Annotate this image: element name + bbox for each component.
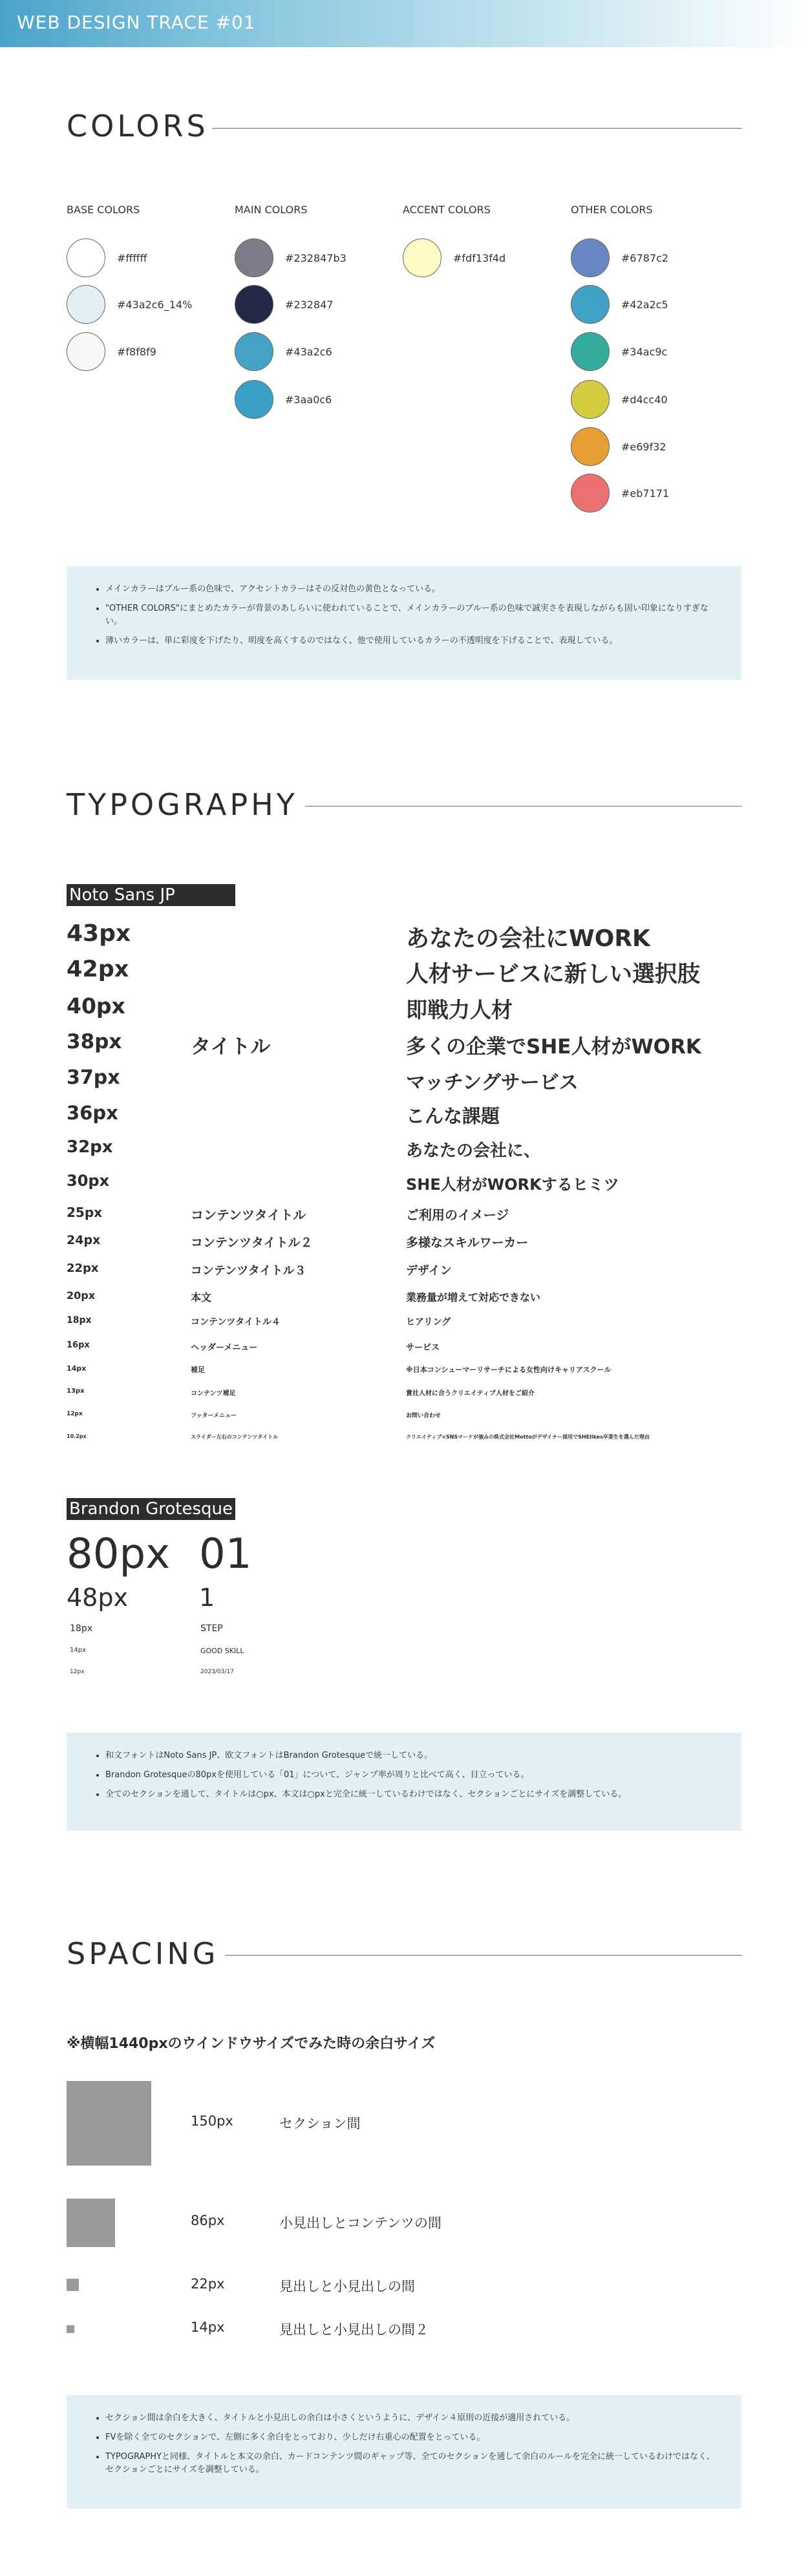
type-example: ご利用のイメージ [406,1207,509,1223]
brandon-example: 1 [199,1583,215,1612]
typography-notes [67,1733,741,1831]
type-size: 37px [67,1066,120,1089]
swatch-base-1 [67,238,147,277]
type-size: 25px [67,1205,103,1220]
note-item: • FVを除く全てのセクションで、左側に多く余白をとっており、少しだけ右重心の配置をとっている。 [105,2431,716,2444]
color-hex: #43a2c6 [285,345,332,358]
main-colors-title: MAIN COLORS [235,204,308,216]
type-usage: ヘッダーメニュー [191,1343,258,1353]
type-size: 14px [67,1364,87,1373]
colors-heading: COLORS [67,109,209,143]
type-example: マッチングサービス [406,1072,579,1094]
color-circle [571,332,610,371]
spacing-desc: セクション間 [279,2116,361,2131]
type-size: 40px [67,993,125,1019]
brandon-example: GOOD SKILL [200,1647,244,1655]
type-example: こんな課題 [406,1105,500,1127]
type-example: ヒアリング [406,1317,451,1327]
color-circle [403,238,441,277]
type-example: 人材サービスに新しい選択肢 [406,962,701,987]
type-usage: コンテンツタイトル４ [191,1317,281,1327]
color-circle [571,427,610,466]
swatch-other-6 [571,474,669,512]
spacing-desc: 見出しと小見出しの間 [279,2279,415,2294]
type-size: 22px [67,1262,99,1275]
spacing-size: 150px [191,2113,233,2129]
color-hex: #43a2c6_14% [117,298,193,311]
type-usage: フッターメニュー [191,1413,237,1419]
note-item: • 薄いカラーは、単に彩度を下げたり、明度を高くするのではなく、他で使用しているカラーの不透明度を下げることで、表現している。 [105,635,716,648]
type-example: あなたの会社に、 [406,1141,541,1161]
typography-heading-rule [305,806,742,807]
type-usage: コンテンツタイトル [191,1207,306,1223]
brandon-example: 01 [199,1530,252,1578]
note-item: • 全てのセクションを通して、タイトルは○px、本文は○pxと完全に統一しているわけではなく、セクションごとにサイズを調整している。 [105,1788,716,1801]
type-usage: コンテンツタイトル３ [191,1264,306,1278]
type-size: 18px [67,1315,92,1325]
type-usage: タイトル [191,1035,271,1059]
color-circle [571,285,610,324]
type-size: 24px [67,1233,101,1247]
note-item: • セクション間は余白を大きく、タイトルと小見出しの余白は小さくというように、デザイン４原則の近接が適用されている。 [105,2412,716,2425]
spacing-sample-14 [67,2325,74,2333]
type-usage: 補足 [191,1366,205,1374]
swatch-base-2 [67,285,192,324]
spacing-sample-86 [67,2199,115,2247]
brandon-size: 18px [70,1623,92,1634]
type-size: 32px [67,1137,113,1157]
spacing-size: 86px [191,2213,225,2228]
type-example: クリエイティブ×SNSマーケが強みの株式会社Mottoがデザイナー採用でSHElikes卒業生を選んだ理由 [406,1434,650,1440]
color-hex: #eb7171 [621,487,670,500]
brandon-size: 14px [70,1647,86,1654]
spacing-size: 22px [191,2276,225,2292]
color-circle [235,380,273,419]
other-colors-title: OTHER COLORS [571,204,653,216]
brandon-example: 2023/03/17 [200,1669,234,1675]
color-hex: #d4cc40 [621,393,668,406]
spacing-sample-22 [67,2279,79,2291]
noto-font-tag: Noto Sans JP [67,884,235,906]
color-circle [235,285,273,324]
type-usage: コンテンツタイトル２ [191,1236,313,1250]
color-hex: #f8f8f9 [117,345,156,358]
type-example: サービス [406,1343,440,1353]
spacing-heading: SPACING [67,1936,219,1971]
colors-notes [67,566,741,680]
color-circle [571,380,610,419]
type-usage: コンテンツ補足 [191,1390,236,1397]
type-size: 30px [67,1172,110,1190]
swatch-main-3 [235,332,332,371]
type-example: SHE人材がWORKするヒミツ [406,1176,619,1194]
type-size: 43px [67,920,131,947]
color-hex: #232847b3 [285,251,346,264]
type-example: 多くの企業でSHE人材がWORK [406,1035,701,1059]
type-usage: 本文 [191,1291,212,1304]
type-example: 貴社人材に合うクリエイティブ人材をご紹介 [406,1390,535,1397]
type-example: 業務量が増えて対応できない [406,1291,541,1304]
type-example: 多様なスキルワーカー [406,1236,529,1250]
swatch-other-1 [571,238,668,277]
spacing-size: 14px [191,2319,225,2335]
type-usage: スライダー左右のコンテンツタイトル [191,1434,279,1440]
color-hex: #42a2c5 [621,298,668,311]
swatch-base-3 [67,332,156,371]
color-circle [571,238,610,277]
color-hex: #6787c2 [621,251,669,264]
page-title: WEB DESIGN TRACE #01 [17,12,256,33]
note-item: • TYPOGRAPHYと同様、タイトルと本文の余白、カードコンテンツ間のギャップ等、全てのセクションを通して余白のルールを完全に統一しているわけではなく、セクションごとにサイズを調整している。 [105,2451,716,2476]
base-colors-title: BASE COLORS [67,204,140,216]
type-size: 10.2px [67,1433,87,1439]
note-item: • Brandon Grotesqueの80pxを使用している「01」について、ジャンプ率が周りと比べて高く、目立っている。 [105,1769,716,1782]
type-size: 20px [67,1289,96,1302]
brandon-size: 48px [67,1583,128,1612]
spacing-desc: 見出しと小見出しの間２ [279,2322,429,2338]
color-circle [67,332,105,371]
note-item: • メインカラーはブルー系の色味で、アクセントカラーはその反対色の黄色となっている。 [105,583,716,596]
swatch-main-1 [235,238,346,277]
note-item: • "OTHER COLORS"にまとめたカラーが背景のあしらいに使われていることで、メインカラーのブルー系の色味で誠実さを表現しながらも固い印象になりすぎない。 [105,602,716,628]
spacing-subtitle: ※横幅1440pxのウインドウサイズでみた時の余白サイズ [67,2036,436,2052]
color-hex: #3aa0c6 [285,393,332,406]
type-example: デザイン [406,1264,452,1278]
swatch-other-2 [571,285,668,324]
type-example: ※日本コンシューマーリサーチによる女性向けキャリアスクール [406,1366,611,1374]
swatch-other-3 [571,332,667,371]
brandon-example: STEP [200,1623,223,1634]
color-hex: #fdf13f4d [453,251,506,264]
color-hex: #ffffff [117,251,147,264]
color-circle [235,238,273,277]
accent-colors-title: ACCENT COLORS [403,204,491,216]
typography-heading: TYPOGRAPHY [67,787,298,822]
type-size: 42px [67,956,129,982]
header-bar [0,0,808,47]
swatch-main-4 [235,380,332,419]
color-hex: #34ac9c [621,345,668,358]
swatch-other-5 [571,427,666,466]
type-example: あなたの会社にWORK [406,925,650,952]
type-size: 36px [67,1102,118,1124]
spacing-desc: 小見出しとコンテンツの間 [279,2215,441,2231]
type-size: 38px [67,1030,122,1053]
colors-heading-rule [212,128,742,129]
type-example: お問い合わせ [406,1413,441,1419]
color-hex: #232847 [285,298,334,311]
color-hex: #e69f32 [621,440,666,453]
color-circle [67,238,105,277]
swatch-accent-1 [403,238,505,277]
type-size: 16px [67,1340,90,1350]
type-example: 即戦力人材 [406,997,513,1022]
swatch-other-4 [571,380,668,419]
brandon-size: 80px [67,1530,170,1578]
spacing-sample-150 [67,2081,151,2166]
color-circle [67,285,105,324]
brandon-font-tag: Brandon Grotesque [67,1498,235,1520]
color-circle [571,474,610,512]
brandon-size: 12px [70,1669,85,1675]
spacing-notes [67,2395,741,2509]
note-item: • 和文フォントはNoto Sans JP、欧文フォントはBrandon Grotesqueで統一している。 [105,1749,716,1762]
swatch-main-2 [235,285,333,324]
color-circle [235,332,273,371]
type-size: 13px [67,1388,85,1395]
type-size: 12px [67,1411,83,1417]
spacing-heading-rule [225,1955,742,1956]
